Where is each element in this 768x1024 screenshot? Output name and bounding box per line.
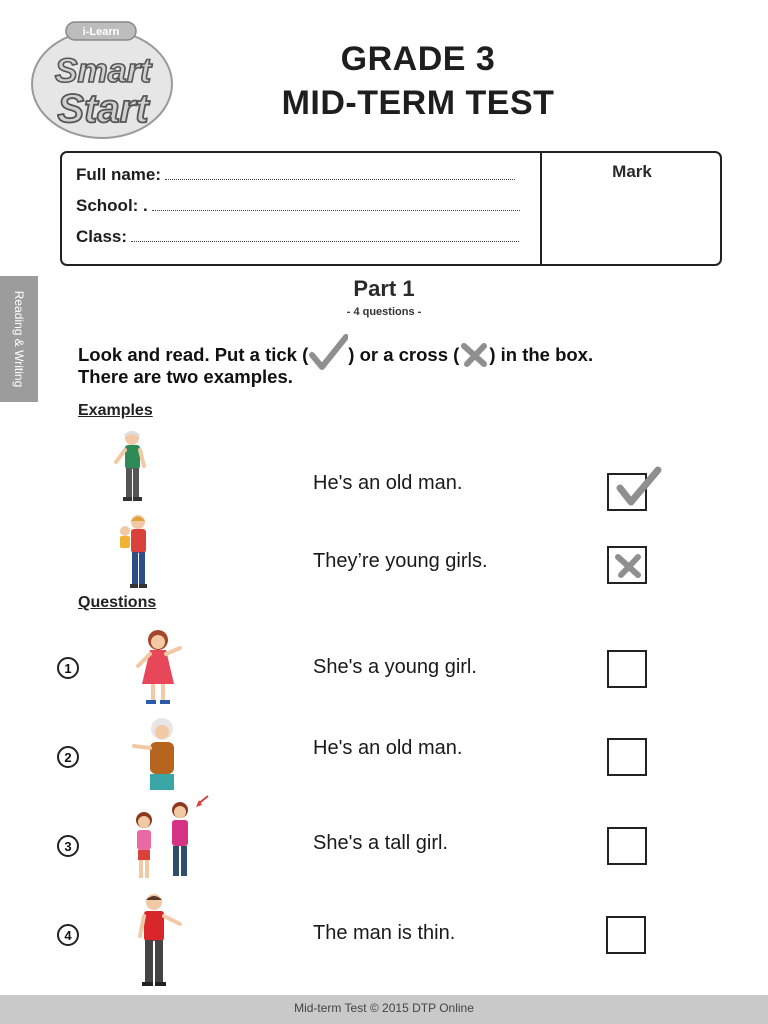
young-children-illustration [114, 512, 154, 590]
tick-icon [308, 333, 348, 363]
instruction-line-1 [78, 342, 593, 368]
cross-icon [613, 552, 643, 580]
cross-icon [459, 342, 489, 368]
school-line[interactable] [152, 209, 520, 211]
mark-label: Mark [612, 162, 652, 181]
logo-line2: Start [57, 87, 149, 131]
side-tab-label: Reading & Writing [12, 290, 26, 388]
school-label: School: . [76, 196, 148, 215]
full-name-field[interactable] [76, 165, 515, 185]
question-3-sentence: She's a tall girl. [313, 832, 448, 854]
young-girl-illustration [130, 626, 186, 708]
title-grade: GRADE 3 [340, 40, 496, 78]
part-subtitle: - 4 questions - [346, 306, 422, 318]
full-name-line[interactable] [165, 178, 515, 180]
class-label: Class: [76, 227, 128, 246]
two-girls-illustration [130, 794, 210, 884]
instruction-part-b: ) or a cross ( [348, 344, 460, 365]
title-test: MID-TERM TEST [281, 84, 555, 122]
old-woman-illustration [128, 716, 184, 792]
question-2-number: 2 [57, 746, 79, 768]
examples-heading: Examples [78, 402, 153, 419]
school-field[interactable] [76, 196, 520, 216]
question-1-sentence: She's a young girl. [313, 656, 477, 678]
old-man-illustration [108, 428, 152, 504]
tick-icon [614, 464, 662, 510]
example-2-sentence: They’re young girls. [313, 550, 488, 572]
class-line[interactable] [131, 240, 519, 242]
instruction-part-a: Look and read. Put a tick ( [78, 344, 309, 365]
question-4-sentence: The man is thin. [313, 922, 456, 944]
full-name-label: Full name: [76, 165, 162, 184]
question-4-answer-box[interactable] [606, 916, 646, 954]
class-field[interactable] [76, 227, 519, 247]
question-4-number: 4 [57, 924, 79, 946]
part-title: Part 1 [353, 276, 415, 301]
page-footer: Mid-term Test © 2015 DTP Online [0, 995, 768, 1024]
logo-top-text: i-Learn [82, 26, 120, 38]
question-2-sentence: He's an old man. [313, 737, 463, 759]
thin-man-illustration [132, 892, 186, 990]
logo-line1: Smart [54, 52, 152, 90]
example-1-sentence: He's an old man. [313, 472, 463, 494]
instruction-part-c: ) in the box. [489, 344, 594, 365]
question-1-number: 1 [57, 657, 79, 679]
question-2-answer-box[interactable] [607, 738, 647, 776]
question-3-answer-box[interactable] [607, 827, 647, 865]
instruction-line-2: There are two examples. [78, 366, 293, 387]
question-1-answer-box[interactable] [607, 650, 647, 688]
question-3-number: 3 [57, 835, 79, 857]
questions-heading: Questions [78, 594, 157, 611]
